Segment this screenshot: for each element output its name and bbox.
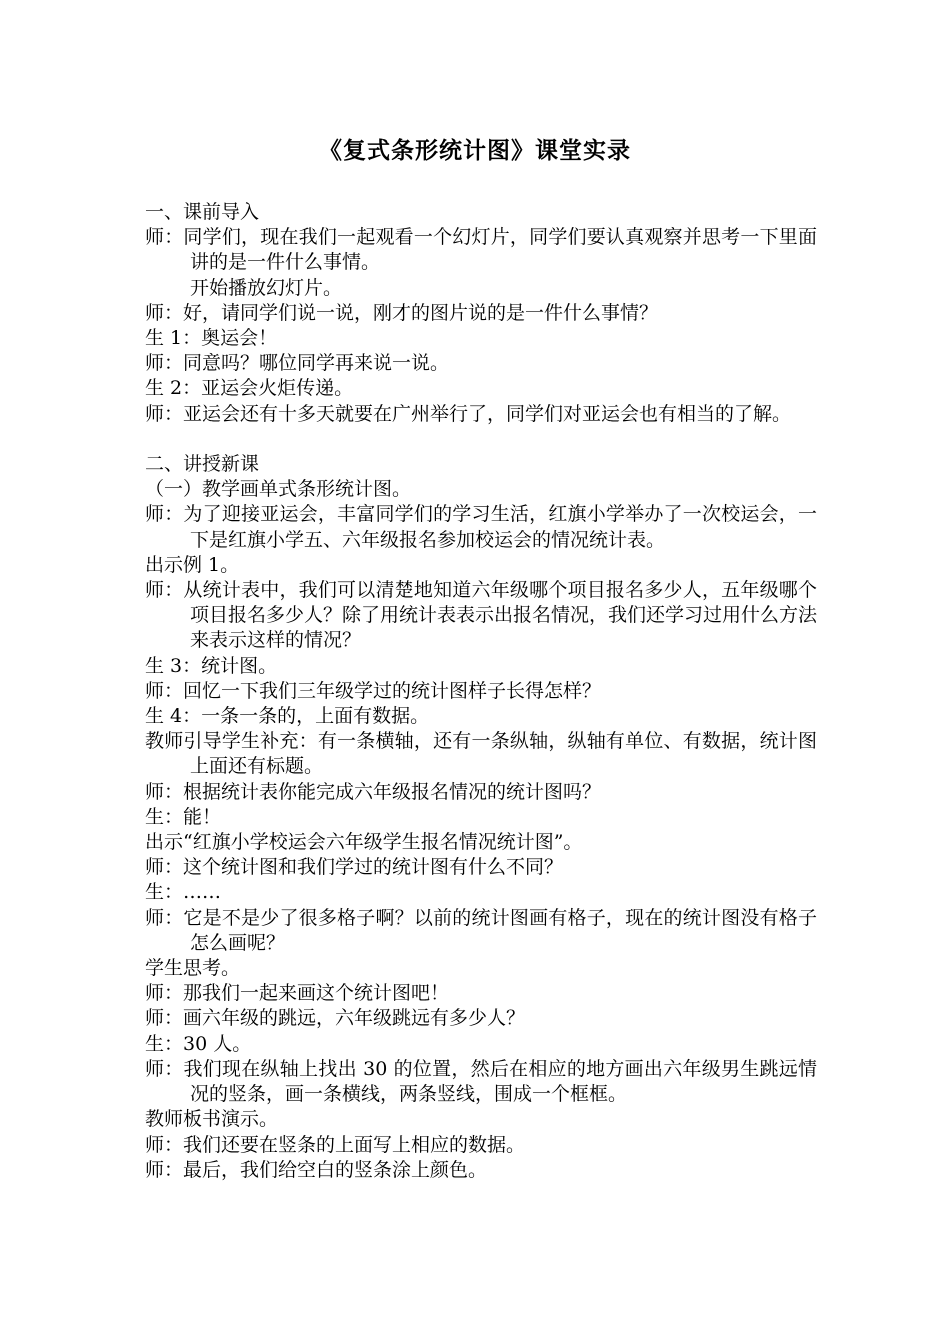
paragraph: 师：回忆一下我们三年级学过的统计图样子长得怎样？ (145, 679, 602, 702)
paragraph: 出示“红旗小学校运会六年级学生报名情况统计图”。 (145, 831, 583, 854)
paragraph: 生 3：统计图。 (145, 654, 278, 677)
paragraph: 师：我们现在纵轴上找出 30 的位置，然后在相应的地方画出六年级男生跳远情况的竖条，画一条横线，两条竖线，围成一个框框。 (145, 1057, 817, 1106)
document-title: 《复式条形统计图》课堂实录 (319, 138, 631, 164)
paragraph: 教师板书演示。 (145, 1108, 279, 1131)
paragraph: 生 2：亚运会火炬传递。 (145, 377, 354, 400)
paragraph: 生：…… (145, 881, 222, 904)
paragraph: （一）教学画单式条形统计图。 (145, 478, 412, 501)
paragraph: 师：为了迎接亚运会，丰富同学们的学习生活，红旗小学举办了一次校运会，一下是红旗小学五、六年级报名参加校运会的情况统计表。 (145, 503, 817, 551)
section-heading-1: 一、课前导入 (145, 201, 260, 223)
paragraph: 师：画六年级的跳远，六年级跳远有多少人？ (145, 1007, 526, 1030)
paragraph: 师：那我们一起来画这个统计图吧！ (145, 982, 450, 1005)
paragraph: 师：最后，我们给空白的竖条涂上颜色。 (145, 1158, 488, 1181)
paragraph: 师：我们还要在竖条的上面写上相应的数据。 (145, 1133, 526, 1156)
section-heading-2: 二、讲授新课 (145, 453, 260, 476)
paragraph: 师：同意吗？哪位同学再来说一说。 (145, 352, 450, 375)
document-body (145, 200, 817, 1183)
paragraph: 学生思考。 (145, 957, 241, 980)
paragraph: 师：从统计表中，我们可以清楚地知道六年级哪个项目报名多少人，五年级哪个项目报名多少人？除了用统计表表示出报名情况，我们还学习过用什么方法来表示这样的情况？ (145, 579, 818, 652)
paragraph: 生：30 人。 (145, 1032, 252, 1055)
paragraph: 生：能！ (145, 805, 222, 828)
paragraph: 师：这个统计图和我们学过的统计图有什么不同？ (145, 856, 564, 879)
paragraph: 生 1：奥运会！ (145, 327, 278, 350)
paragraph: 师：同学们，现在我们一起观看一个幻灯片，同学们要认真观察并思考一下里面讲的是一件什么事情。 (145, 226, 817, 274)
paragraph: 开始播放幻灯片。 (190, 276, 343, 299)
paragraph: 师：根据统计表你能完成六年级报名情况的统计图吗？ (145, 780, 602, 803)
section-spacer (145, 427, 817, 452)
paragraph: 教师引导学生补充：有一条横轴，还有一条纵轴，纵轴有单位、有数据，统计图上面还有标题。 (145, 730, 817, 778)
paragraph: 师：亚运会还有十多天就要在广州举行了，同学们对亚运会也有相当的了解。 (145, 402, 792, 425)
paragraph: 师：好，请同学们说一说，刚才的图片说的是一件什么事情？ (145, 301, 659, 324)
paragraph: 师：它是不是少了很多格子啊？以前的统计图画有格子，现在的统计图没有格子怎么画呢？ (145, 906, 817, 954)
paragraph: 生 4：一条一条的，上面有数据。 (145, 705, 430, 728)
paragraph: 出示例 1。 (145, 553, 240, 576)
